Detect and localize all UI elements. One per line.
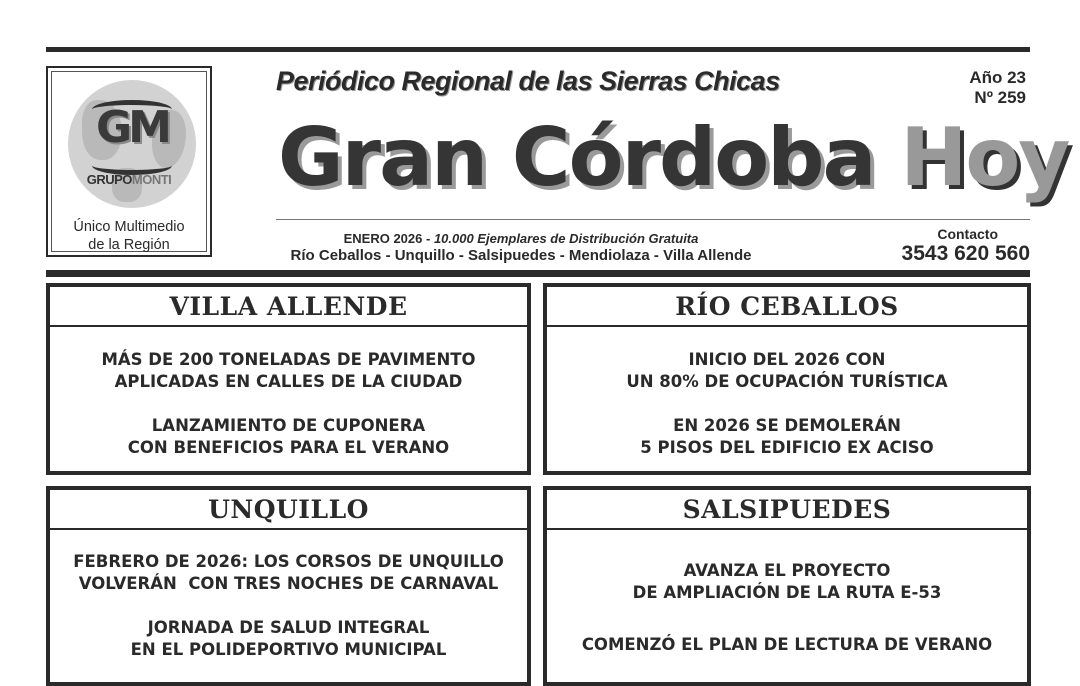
contact-label: Contacto (937, 226, 998, 242)
contact-phone: 3543 620 560 (901, 242, 1030, 265)
section-title: SALSIPUEDES (547, 490, 1027, 530)
issue-number: Nº 259 (974, 88, 1026, 107)
caption-line-1: Único Multimedio (73, 219, 185, 235)
headline[interactable]: LANZAMIENTO DE CUPONERA CON BENEFICIOS PARA EL VERANO (127, 416, 450, 457)
section-body (547, 327, 1027, 459)
section-title: VILLA ALLENDE (50, 287, 527, 327)
caption-line-2: de la Región (88, 237, 170, 253)
edition-info (276, 231, 766, 246)
edition-date: ENERO 2026 - (343, 231, 431, 246)
title-dark: Gran Córdoba (278, 111, 875, 204)
header-bottom-rule (46, 270, 1030, 277)
circulation: 10.000 Ejemplares de Distribución Gratuita (433, 231, 699, 246)
section-body (547, 530, 1027, 656)
logo-brand (52, 172, 206, 187)
section-salsipuedes (543, 486, 1031, 686)
grupo-monti-logo (46, 66, 212, 257)
top-rule (46, 47, 1030, 52)
headline[interactable]: COMENZÓ EL PLAN DE LECTURA DE VERANO (581, 635, 993, 654)
headline[interactable]: JORNADA DE SALUD INTEGRAL EN EL POLIDEPORTIVO MUNICIPAL (130, 618, 447, 659)
title-light: Hoy (900, 111, 1069, 204)
masthead-title (278, 108, 1068, 208)
brand-light: MONTI (131, 172, 172, 187)
logo-caption (52, 218, 206, 254)
section-rio-ceballos (543, 283, 1031, 475)
section-title: UNQUILLO (50, 490, 527, 530)
localities: Río Ceballos - Unquillo - Salsipuedes - Mendiolaza - Villa Allende (290, 247, 752, 264)
section-villa-allende (46, 283, 531, 475)
logo-letters: GM (96, 102, 168, 153)
logo-inner-frame (51, 71, 207, 252)
headline[interactable]: AVANZA EL PROYECTO DE AMPLIACIÓN DE LA RUTA E-53 (632, 561, 942, 602)
headline[interactable]: MÁS DE 200 TONELADAS DE PAVIMENTO APLICADAS EN CALLES DE LA CIUDAD (101, 350, 476, 391)
section-title: RÍO CEBALLOS (547, 287, 1027, 327)
newspaper-subtitle: Periódico Regional de las Sierras Chicas (276, 66, 780, 96)
section-unquillo (46, 486, 531, 686)
headline[interactable]: EN 2026 SE DEMOLERÁN 5 PISOS DEL EDIFICIO EX ACISO (640, 416, 934, 457)
issue-info (969, 68, 1026, 108)
thin-rule (276, 219, 1030, 220)
headline[interactable]: FEBRERO DE 2026: LOS CORSOS DE UNQUILLO VOLVERÁN CON TRES NOCHES DE CARNAVAL (73, 552, 504, 593)
section-body (50, 327, 527, 459)
section-body (50, 530, 527, 661)
issue-year: Año 23 (969, 68, 1026, 87)
headline[interactable]: INICIO DEL 2026 CON UN 80% DE OCUPACIÓN TURÍSTICA (626, 350, 948, 391)
brand-dark: GRUPO (86, 172, 132, 187)
